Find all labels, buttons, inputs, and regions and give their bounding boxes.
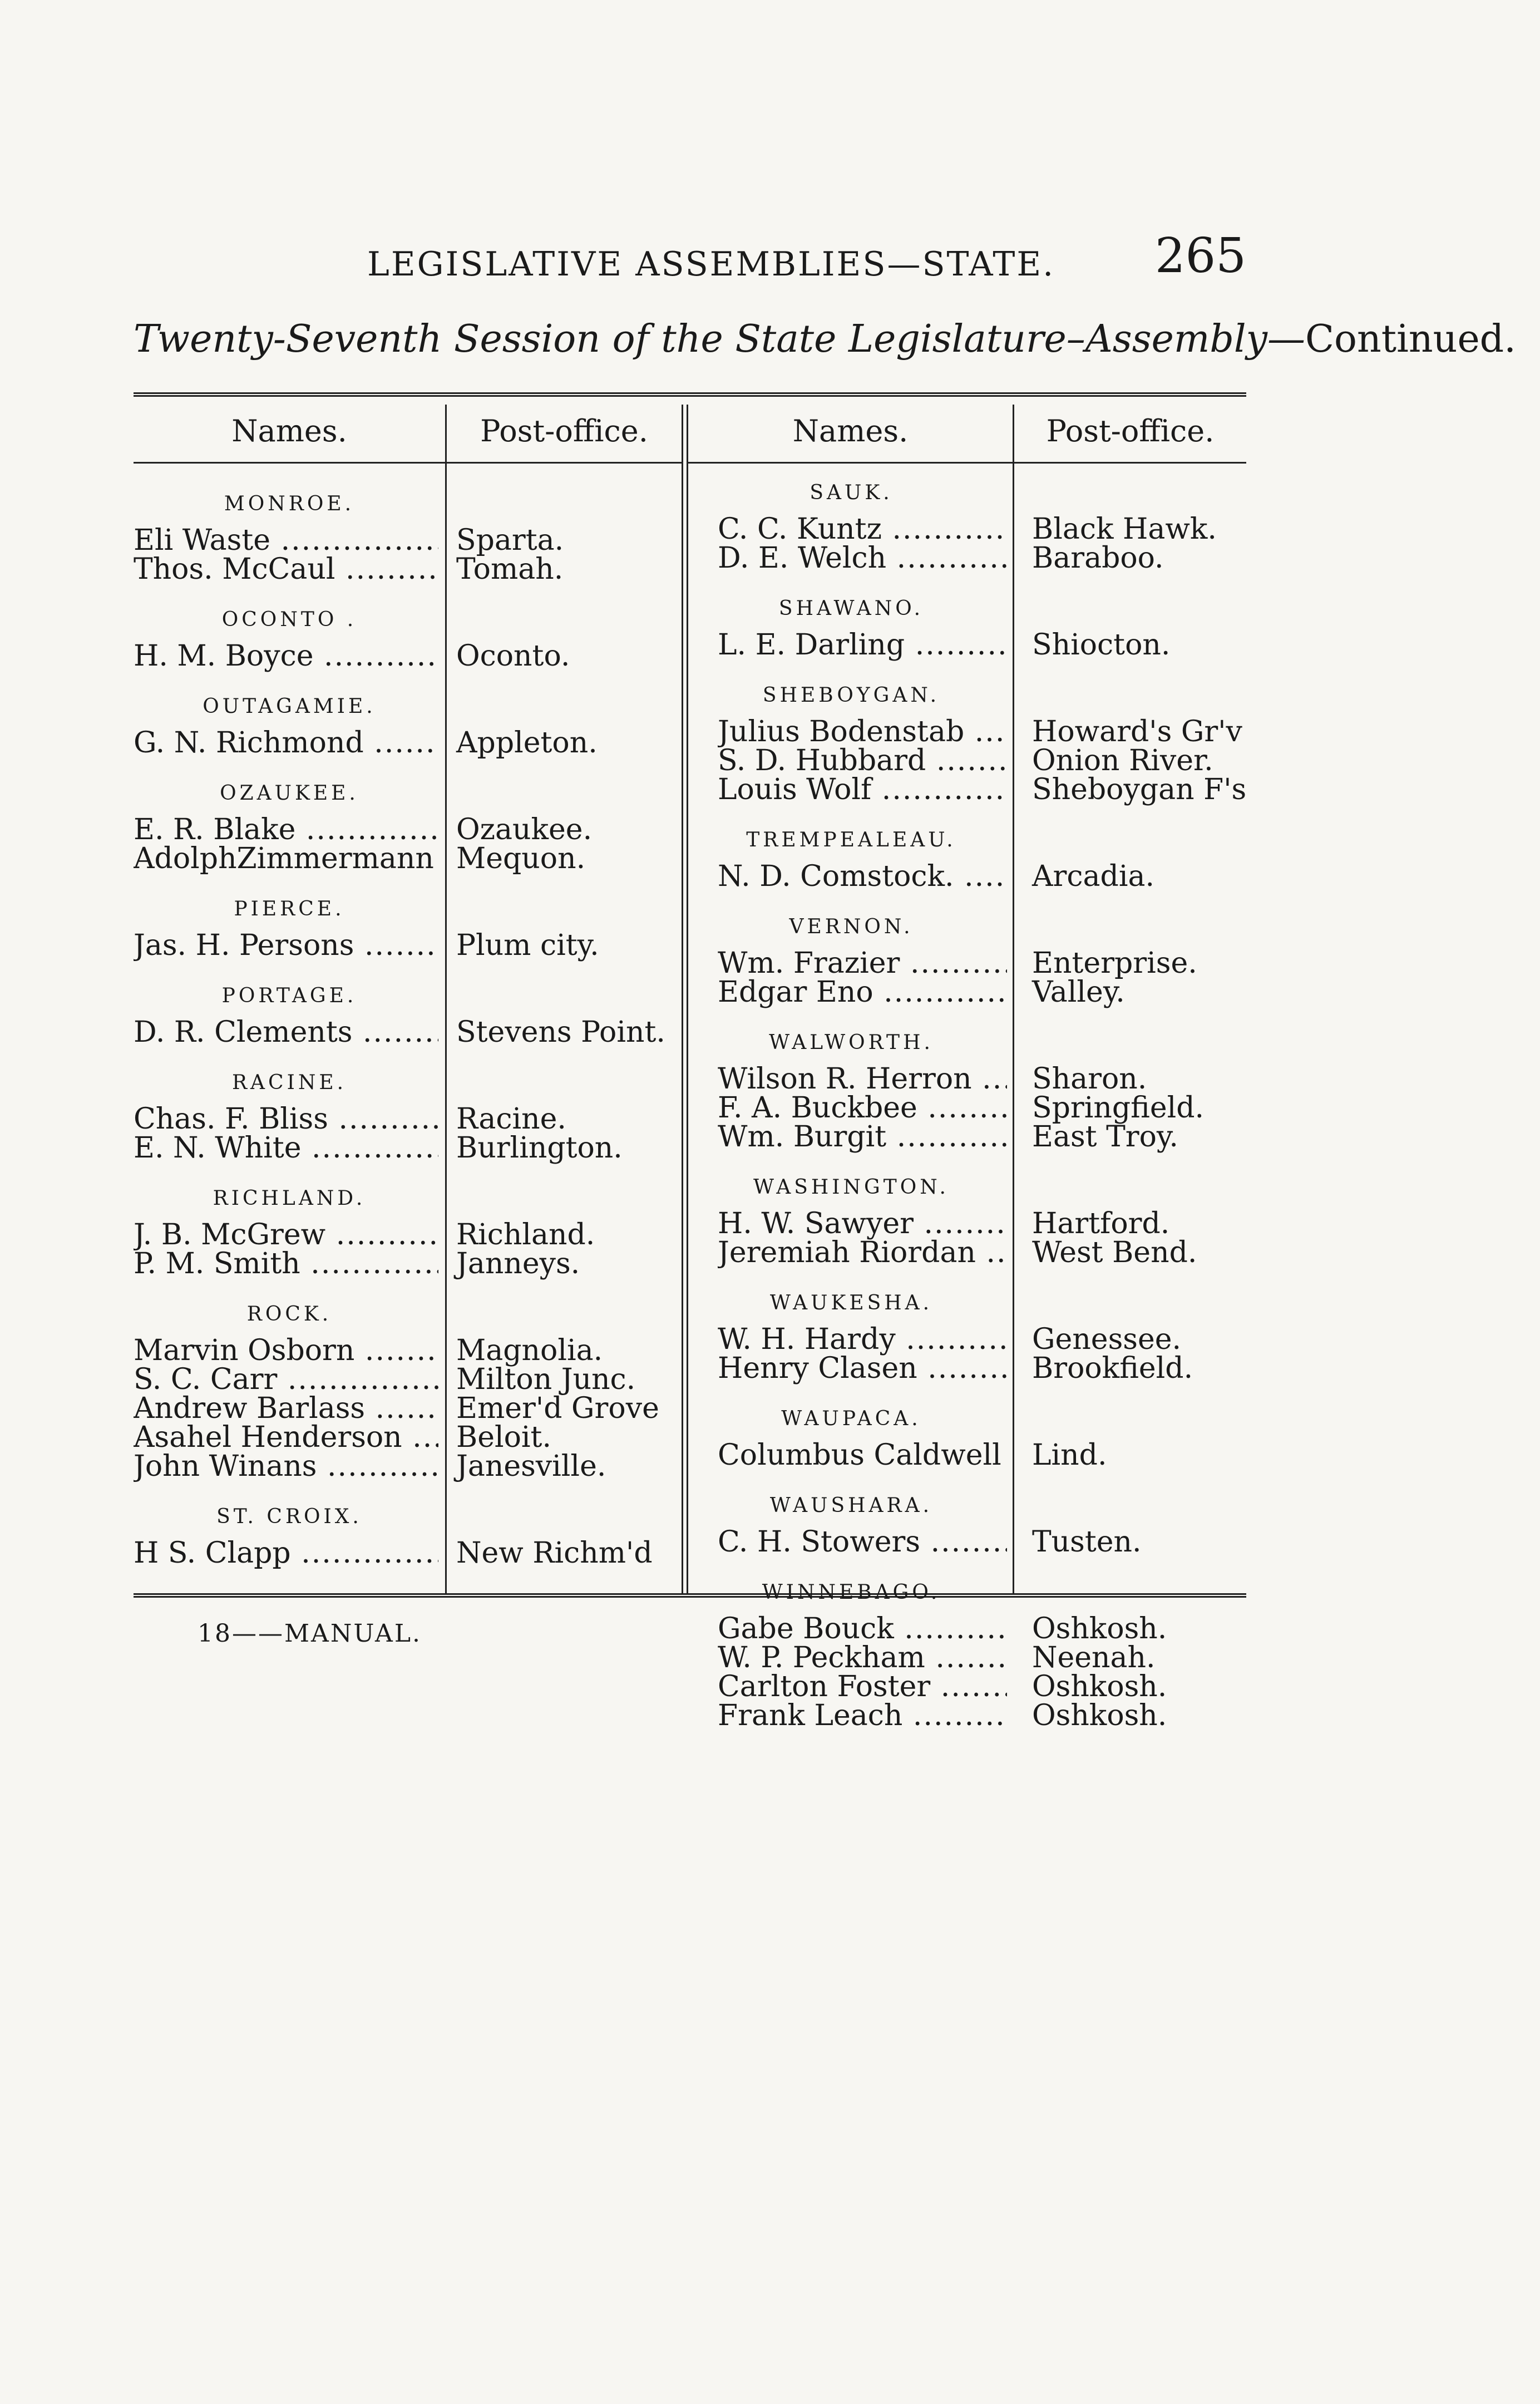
header-rule <box>447 462 682 464</box>
member-row <box>134 639 570 673</box>
member-name: Jeremiah Riordan ..... <box>718 1236 1007 1269</box>
member-name: H. W. Sawyer ..... <box>718 1207 1007 1240</box>
member-post-office: Burlington. <box>456 1131 623 1165</box>
member-row <box>718 1062 1147 1096</box>
member-row <box>134 1131 623 1165</box>
member-post-office: Ozaukee. <box>456 813 593 846</box>
member-row <box>718 541 1164 575</box>
header-rule <box>688 462 1013 464</box>
member-post-office: Milton Junc. <box>456 1363 636 1396</box>
subtitle-continued: Continued. <box>1305 317 1516 361</box>
member-post-office: Black Hawk. <box>1032 513 1217 546</box>
member-row <box>718 1525 1142 1559</box>
member-name: H. M. Boyce ..... <box>134 639 438 673</box>
member-name: G. N. Richmond ..... <box>134 726 438 760</box>
member-post-office: Tomah. <box>456 553 564 586</box>
member-post-office: Genessee. <box>1032 1323 1182 1356</box>
member-row <box>134 1102 566 1136</box>
member-post-office: Lind. <box>1032 1439 1107 1472</box>
col-header-names-left: Names. <box>231 413 347 449</box>
county-heading: SHAWANO. <box>778 597 924 620</box>
member-post-office: New Richm'd <box>456 1536 653 1570</box>
member-name: Asahel Henderson ..... <box>134 1421 438 1454</box>
member-row <box>718 1091 1205 1125</box>
member-post-office: Richland. <box>456 1218 595 1252</box>
member-name: Frank Leach ..... <box>718 1699 1007 1732</box>
member-post-office: Plum city. <box>456 929 599 962</box>
member-row <box>718 513 1217 546</box>
member-post-office: Oshkosh. <box>1032 1699 1167 1732</box>
member-row <box>718 1236 1197 1269</box>
member-name: Wilson R. Herron ..... <box>718 1062 1007 1096</box>
member-row <box>134 1218 595 1252</box>
member-name: W. P. Peckham ..... <box>718 1641 1007 1674</box>
subtitle-text: Twenty-Seventh Session of the State Legislature–Assembly— <box>134 317 1306 361</box>
member-row <box>718 1439 1107 1472</box>
county-heading: PORTAGE. <box>221 984 357 1007</box>
member-name: John Winans ..... <box>134 1450 438 1483</box>
column-separator-double <box>682 405 688 1593</box>
member-name: Julius Bodenstab ..... <box>718 715 1007 748</box>
member-name: C. H. Stowers ..... <box>718 1525 1007 1559</box>
county-heading: OUTAGAMIE. <box>203 695 376 718</box>
table-top-rule <box>134 392 1246 397</box>
member-post-office: Baraboo. <box>1032 541 1164 575</box>
member-row <box>134 726 598 760</box>
member-name: W. H. Hardy ..... <box>718 1323 1007 1356</box>
member-post-office: Beloit. <box>456 1421 551 1454</box>
member-row <box>718 1352 1193 1385</box>
member-post-office: Janneys. <box>456 1247 580 1280</box>
member-name: P. M. Smith ..... <box>134 1247 438 1280</box>
member-row <box>134 929 599 962</box>
member-row <box>718 860 1154 893</box>
member-name: Thos. McCaul ..... <box>134 553 438 586</box>
member-name: Carlton Foster ..... <box>718 1670 1007 1703</box>
member-row <box>134 1363 636 1396</box>
member-row <box>134 553 564 586</box>
header-rule <box>134 462 445 464</box>
member-row <box>718 1612 1167 1646</box>
member-name: Gabe Bouck ..... <box>718 1612 1007 1646</box>
member-post-office: Stevens Point. <box>456 1016 665 1049</box>
member-post-office: Springfield. <box>1032 1091 1205 1125</box>
column-separator <box>1013 405 1014 1593</box>
member-row <box>718 1670 1167 1703</box>
col-header-post-office-left: Post-office. <box>480 413 648 449</box>
member-post-office: Arcadia. <box>1032 860 1154 893</box>
member-name: N. D. Comstock. ..... <box>718 860 1007 893</box>
county-heading: TREMPEALEAU. <box>746 829 956 851</box>
county-heading: RACINE. <box>231 1071 347 1094</box>
member-name: Wm. Frazier ..... <box>718 947 1007 980</box>
county-heading: SHEBOYGAN. <box>762 684 940 707</box>
member-post-office: Onion River. <box>1032 744 1213 777</box>
county-heading: RICHLAND. <box>213 1187 366 1210</box>
col-header-post-office-right: Post-office. <box>1046 413 1215 449</box>
member-name: Chas. F. Bliss ..... <box>134 1102 438 1136</box>
member-row <box>134 842 586 875</box>
county-heading: WASHINGTON. <box>753 1176 949 1199</box>
county-heading: WAUPACA. <box>781 1407 921 1430</box>
member-post-office: Oshkosh. <box>1032 1612 1167 1646</box>
member-name: Columbus Caldwell ..... <box>718 1439 1007 1472</box>
member-name: Jas. H. Persons ..... <box>134 929 438 962</box>
member-name: S. C. Carr ..... <box>134 1363 438 1396</box>
member-post-office: Magnolia. <box>456 1334 603 1367</box>
member-post-office: Emer'd Grove <box>456 1392 659 1425</box>
member-post-office: Racine. <box>456 1102 566 1136</box>
member-post-office: Sparta. <box>456 524 564 557</box>
signature-mark: 18——MANUAL. <box>198 1619 422 1648</box>
table-subtitle <box>134 317 1516 361</box>
member-name: Henry Clasen ..... <box>718 1352 1007 1385</box>
county-heading: PIERCE. <box>234 898 345 920</box>
member-name: Louis Wolf ..... <box>718 773 1007 806</box>
header-rule <box>1014 462 1246 464</box>
member-row <box>718 1323 1182 1356</box>
running-title: LEGISLATIVE ASSEMBLIES—STATE. <box>367 245 1055 284</box>
member-row <box>718 1207 1170 1240</box>
member-name: Andrew Barlass ..... <box>134 1392 438 1425</box>
member-post-office: Brookfield. <box>1032 1352 1193 1385</box>
county-heading: WAUSHARA. <box>769 1494 933 1517</box>
member-name: D. R. Clements ..... <box>134 1016 438 1049</box>
member-row <box>718 947 1197 980</box>
member-row <box>134 1421 551 1454</box>
member-row <box>134 1247 580 1280</box>
member-post-office: Neenah. <box>1032 1641 1156 1674</box>
member-post-office: Sharon. <box>1032 1062 1147 1096</box>
member-row <box>134 813 593 846</box>
member-row <box>718 628 1171 662</box>
county-heading: OZAUKEE. <box>220 782 359 805</box>
column-separator <box>445 405 447 1593</box>
col-header-names-right: Names. <box>792 413 909 449</box>
member-row <box>718 715 1242 748</box>
member-post-office: Enterprise. <box>1032 947 1197 980</box>
member-name: Eli Waste ..... <box>134 524 438 557</box>
member-name: L. E. Darling ..... <box>718 628 1007 662</box>
member-post-office: Oshkosh. <box>1032 1670 1167 1703</box>
member-row <box>718 1641 1156 1674</box>
member-row <box>134 1392 659 1425</box>
county-heading: VERNON. <box>789 915 914 938</box>
member-row <box>718 1699 1167 1732</box>
member-post-office: West Bend. <box>1032 1236 1197 1269</box>
member-post-office: Mequon. <box>456 842 586 875</box>
member-post-office: Hartford. <box>1032 1207 1170 1240</box>
county-heading: MONROE. <box>224 492 355 515</box>
member-row <box>134 1536 653 1570</box>
member-name: Edgar Eno ..... <box>718 976 1007 1009</box>
member-name: Marvin Osborn ..... <box>134 1334 438 1367</box>
page-header <box>134 228 1246 289</box>
member-row <box>718 773 1247 806</box>
member-name: S. D. Hubbard ..... <box>718 744 1007 777</box>
county-heading: WAUKESHA. <box>769 1292 933 1314</box>
member-name: H S. Clapp ..... <box>134 1536 438 1570</box>
page-number: 265 <box>1154 228 1246 284</box>
member-post-office: Tusten. <box>1032 1525 1142 1559</box>
member-row <box>718 1120 1178 1154</box>
member-post-office: Janesville. <box>456 1450 606 1483</box>
county-heading: ST. CROIX. <box>216 1505 362 1528</box>
member-name: C. C. Kuntz ..... <box>718 513 1007 546</box>
member-post-office: Shiocton. <box>1032 628 1171 662</box>
member-post-office: Appleton. <box>456 726 598 760</box>
member-post-office: Sheboygan F's <box>1032 773 1247 806</box>
member-row <box>134 1334 603 1367</box>
member-name: E. N. White ..... <box>134 1131 438 1165</box>
member-row <box>718 744 1213 777</box>
member-name: J. B. McGrew ..... <box>134 1218 438 1252</box>
member-name: AdolphZimmermann ..... <box>134 842 438 875</box>
member-post-office: Howard's Gr'v <box>1032 715 1242 748</box>
member-post-office: Oconto. <box>456 639 570 673</box>
county-heading: SAUK. <box>810 481 893 504</box>
county-heading: WINNEBAGO. <box>762 1581 941 1604</box>
member-name: F. A. Buckbee ..... <box>718 1091 1007 1125</box>
county-heading: OCONTO . <box>221 608 357 631</box>
member-row <box>134 524 564 557</box>
member-row <box>134 1016 665 1049</box>
member-name: Wm. Burgit ..... <box>718 1120 1007 1154</box>
member-row <box>134 1450 606 1483</box>
county-heading: ROCK. <box>246 1303 332 1326</box>
member-post-office: Valley. <box>1032 976 1125 1009</box>
member-row <box>718 976 1125 1009</box>
county-heading: WALWORTH. <box>769 1031 934 1054</box>
member-name: E. R. Blake ..... <box>134 813 438 846</box>
member-name: D. E. Welch ..... <box>718 541 1007 575</box>
member-post-office: East Troy. <box>1032 1120 1178 1154</box>
